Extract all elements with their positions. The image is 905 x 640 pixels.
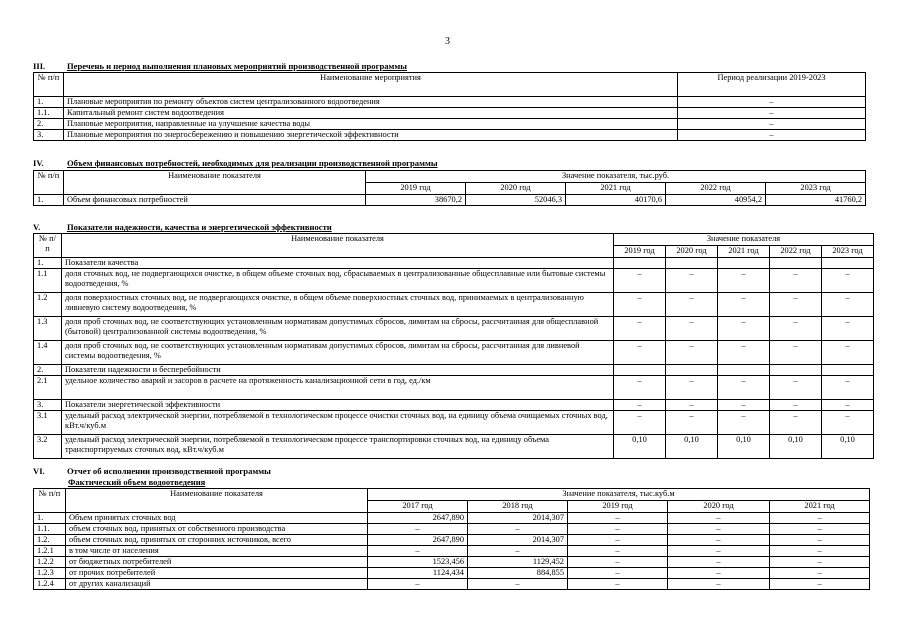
section-heading: Показатели надежности, качества и энергетической эффективности	[67, 222, 332, 232]
row-value: 884,855	[468, 568, 568, 579]
row-value: –	[368, 579, 468, 590]
row-value: –	[718, 376, 770, 400]
finance-table	[33, 170, 866, 206]
row-number: 1.1.	[34, 524, 66, 535]
row-value: –	[666, 400, 718, 411]
year-header: 2023 год	[766, 183, 866, 195]
header-name: Наименование показателя	[64, 171, 366, 195]
row-name: Показатели энергетической эффективности	[62, 400, 614, 411]
row-value: 0,10	[666, 435, 718, 459]
section-6-subtitle: Фактический объем водоотведения	[68, 477, 206, 487]
row-value: –	[668, 524, 770, 535]
row-number: 2.	[34, 119, 64, 130]
row-value: –	[468, 546, 568, 557]
year-header: 2018 год	[468, 501, 568, 513]
section-number: V.	[33, 222, 41, 232]
row-value: –	[678, 130, 866, 141]
header-no: № п/п	[34, 234, 62, 258]
row-number: 1.3	[34, 317, 62, 341]
row-number: 1.	[34, 97, 64, 108]
row-name: удельный расход электрической энергии, потребляемой в технологическом процессе очистки сточных вод, на единицу объема очищаемых сточных вод, кВт.ч/куб.м	[62, 411, 614, 435]
year-header: 2021 год	[718, 246, 770, 258]
row-value	[666, 365, 718, 376]
row-value: –	[770, 376, 822, 400]
row-value: –	[770, 568, 870, 579]
row-value: –	[770, 546, 870, 557]
wastewater-table	[33, 488, 870, 590]
row-name: Показатели надежности и бесперебойности	[62, 365, 614, 376]
row-value: –	[614, 400, 666, 411]
row-value: 40170,6	[566, 195, 666, 206]
row-value: –	[568, 579, 668, 590]
table-row	[34, 376, 874, 400]
row-name: от прочих потребителей	[66, 568, 368, 579]
row-name: Плановые мероприятия, направленные на улучшение качества воды	[64, 119, 678, 130]
row-name: доля проб сточных вод, не соответствующих установленным нормативам допустимых сбросов, лимитам на сбросы, рассчитанная для ливневой системы водоотведения, %	[62, 341, 614, 365]
activities-table	[33, 72, 866, 141]
row-value: –	[770, 341, 822, 365]
row-value: –	[666, 376, 718, 400]
row-number: 2.1	[34, 376, 62, 400]
table-row	[34, 108, 866, 119]
row-number: 3.1	[34, 411, 62, 435]
row-value: –	[666, 293, 718, 317]
row-number: 3.2	[34, 435, 62, 459]
row-value: –	[770, 557, 870, 568]
row-number: 1.2.1	[34, 546, 66, 557]
row-name: Показатели качества	[62, 258, 614, 269]
row-value: –	[668, 557, 770, 568]
table-row	[34, 411, 874, 435]
header-name: Наименование показателя	[62, 234, 614, 258]
header-name: Наименование мероприятия	[64, 73, 678, 97]
row-value: –	[614, 341, 666, 365]
row-number: 1.1.	[34, 108, 64, 119]
row-value: –	[822, 317, 874, 341]
row-value: 52046,3	[466, 195, 566, 206]
year-header: 2017 год	[368, 501, 468, 513]
row-value: –	[614, 293, 666, 317]
row-value: –	[718, 293, 770, 317]
row-value: –	[678, 97, 866, 108]
header-name: Наименование показателя	[66, 489, 368, 513]
row-name: от других канализаций	[66, 579, 368, 590]
row-number: 1.2.2	[34, 557, 66, 568]
section-number: IV.	[33, 158, 44, 168]
row-number: 1.2	[34, 293, 62, 317]
row-name: доля поверхностных сточных вод, не подвергающихся очистке, в общем объеме поверхностных сточных вод, принимаемых в централизованную ливневую систему водоотведения, %	[62, 293, 614, 317]
row-value	[718, 365, 770, 376]
row-value: –	[718, 317, 770, 341]
row-name: удельное количество аварий и засоров в расчете на протяженность канализационной сети в год, ед./км	[62, 376, 614, 400]
row-value: –	[770, 269, 822, 293]
table-row	[34, 535, 870, 546]
table-row	[34, 435, 874, 459]
row-value: 41760,2	[766, 195, 866, 206]
row-number: 1.	[34, 258, 62, 269]
row-value: –	[666, 317, 718, 341]
row-value: –	[666, 411, 718, 435]
header-no: № п/п	[34, 171, 64, 195]
row-value	[718, 258, 770, 269]
table-row	[34, 119, 866, 130]
row-value: –	[468, 524, 568, 535]
table-row	[34, 341, 874, 365]
row-name: объем сточных вод, принятых от собственного производства	[66, 524, 368, 535]
row-name: Плановые мероприятия по ремонту объектов систем централизованного водоотведения	[64, 97, 678, 108]
row-number: 1.	[34, 195, 64, 206]
row-value: –	[668, 579, 770, 590]
row-value: 38670,2	[366, 195, 466, 206]
row-value: –	[718, 341, 770, 365]
table-row	[34, 269, 874, 293]
year-header: 2020 год	[666, 246, 718, 258]
row-name: доля проб сточных вод, не соответствующих установленным нормативам допустимых сбросов, лимитам на сбросы, рассчитанная для общесплавной (бытовой) централизованной системы водоотведения, %	[62, 317, 614, 341]
row-value: –	[770, 293, 822, 317]
row-value: –	[770, 513, 870, 524]
year-header: 2019 год	[568, 501, 668, 513]
row-value: 40954,2	[666, 195, 766, 206]
row-value: –	[770, 579, 870, 590]
row-name: от бюджетных потребителей	[66, 557, 368, 568]
table-row	[34, 513, 870, 524]
row-value: 2014,307	[468, 535, 568, 546]
row-value: –	[668, 513, 770, 524]
header-no: № п/п	[34, 489, 66, 513]
section-heading: Перечень и период выполнения плановых мероприятий производственной программы	[67, 61, 407, 71]
header-value: Значение показателя, тыс.руб.	[366, 171, 866, 183]
row-value	[614, 258, 666, 269]
section-number: VI.	[33, 466, 45, 476]
row-name: объем сточных вод, принятых от сторонних источников, всего	[66, 535, 368, 546]
row-number: 2.	[34, 365, 62, 376]
row-value: –	[568, 568, 668, 579]
row-number: 1.2.3	[34, 568, 66, 579]
year-header: 2021 год	[566, 183, 666, 195]
row-value: –	[678, 108, 866, 119]
row-value: –	[468, 579, 568, 590]
year-header: 2020 год	[466, 183, 566, 195]
row-value: –	[822, 400, 874, 411]
row-number: 3.	[34, 400, 62, 411]
row-value	[770, 365, 822, 376]
row-number: 1.4	[34, 341, 62, 365]
row-value: –	[668, 535, 770, 546]
row-value: –	[770, 524, 870, 535]
row-name: Плановые мероприятия по энергосбережению и повышению энергетической эффективности	[64, 130, 678, 141]
section-number: III.	[33, 61, 46, 71]
row-value: –	[568, 546, 668, 557]
section-4-title	[33, 158, 438, 168]
row-value: –	[568, 557, 668, 568]
year-header: 2023 год	[822, 246, 874, 258]
row-value	[822, 365, 874, 376]
table-row	[34, 365, 874, 376]
row-value: –	[770, 535, 870, 546]
year-header: 2019 год	[366, 183, 466, 195]
table-row	[34, 579, 870, 590]
table-row	[34, 317, 874, 341]
row-value: 2647,890	[368, 513, 468, 524]
table-row	[34, 97, 866, 108]
row-number: 1.2.4	[34, 579, 66, 590]
row-value: –	[822, 376, 874, 400]
row-value: 0,10	[822, 435, 874, 459]
row-value: –	[666, 341, 718, 365]
row-number: 1.1	[34, 269, 62, 293]
row-value: –	[718, 400, 770, 411]
header-value: Значение показателя	[614, 234, 874, 246]
row-name: Капитальный ремонт систем водоотведения	[64, 108, 678, 119]
row-value: –	[614, 376, 666, 400]
year-header: 2019 год	[614, 246, 666, 258]
row-value: –	[822, 293, 874, 317]
row-value	[822, 258, 874, 269]
header-period: Период реализации 2019-2023	[678, 73, 866, 97]
row-value: –	[568, 513, 668, 524]
table-row	[34, 130, 866, 141]
row-number: 3.	[34, 130, 64, 141]
row-value: 2647,890	[368, 535, 468, 546]
year-header: 2020 год	[668, 501, 770, 513]
row-number: 1.	[34, 513, 66, 524]
section-3-title	[33, 61, 407, 71]
row-value: –	[718, 269, 770, 293]
row-value: 1124,434	[368, 568, 468, 579]
row-value: –	[568, 535, 668, 546]
row-value: –	[718, 411, 770, 435]
indicators-table	[33, 233, 874, 459]
header-value: Значение показателя, тыс.куб.м	[368, 489, 870, 501]
row-value: 1523,456	[368, 557, 468, 568]
row-value	[614, 365, 666, 376]
row-value: –	[666, 269, 718, 293]
table-row	[34, 524, 870, 535]
section-heading: Отчет об исполнении производственной программы	[67, 466, 271, 476]
year-header: 2022 год	[666, 183, 766, 195]
section-5-title	[33, 222, 332, 232]
page-number: 3	[445, 36, 450, 47]
row-value: –	[568, 524, 668, 535]
row-value: –	[614, 411, 666, 435]
row-value: –	[770, 317, 822, 341]
year-header: 2022 год	[770, 246, 822, 258]
row-value: –	[678, 119, 866, 130]
year-header: 2021 год	[770, 501, 870, 513]
row-name: Объем принятых сточных вод	[66, 513, 368, 524]
row-value: –	[822, 411, 874, 435]
row-value	[666, 258, 718, 269]
row-value: 0,10	[614, 435, 666, 459]
header-no: № п/п	[34, 73, 64, 97]
row-value: –	[822, 269, 874, 293]
row-name: удельный расход электрической энергии, потребляемой в технологическом процессе транспортировки сточных вод, на единицу объема транспортируемых сточных вод, кВт.ч/куб.м	[62, 435, 614, 459]
section-heading: Объем финансовых потребностей, необходимых для реализации производственной программы	[67, 158, 438, 168]
row-value: 0,10	[718, 435, 770, 459]
row-value: 2014,307	[468, 513, 568, 524]
section-6-title	[33, 466, 271, 476]
table-row	[34, 258, 874, 269]
row-value: –	[368, 524, 468, 535]
row-value: –	[368, 546, 468, 557]
row-value: –	[770, 400, 822, 411]
row-value: 0,10	[770, 435, 822, 459]
row-value: –	[668, 546, 770, 557]
row-value: –	[822, 341, 874, 365]
row-value: –	[614, 317, 666, 341]
row-name: в том числе от населения	[66, 546, 368, 557]
row-name: Объем финансовых потребностей	[64, 195, 366, 206]
table-row	[34, 293, 874, 317]
row-value: –	[614, 269, 666, 293]
row-value: –	[770, 411, 822, 435]
row-value	[770, 258, 822, 269]
row-value: 1129,452	[468, 557, 568, 568]
row-number: 1.2.	[34, 535, 66, 546]
table-row	[34, 557, 870, 568]
row-name: доля сточных вод, не подвергающихся очистке, в общем объеме сточных вод, сбрасываемых в централизованные общесплавные или бытовые системы водоотведения, %	[62, 269, 614, 293]
row-value: –	[668, 568, 770, 579]
table-row	[34, 568, 870, 579]
table-row	[34, 400, 874, 411]
table-row	[34, 546, 870, 557]
table-row	[34, 195, 866, 206]
